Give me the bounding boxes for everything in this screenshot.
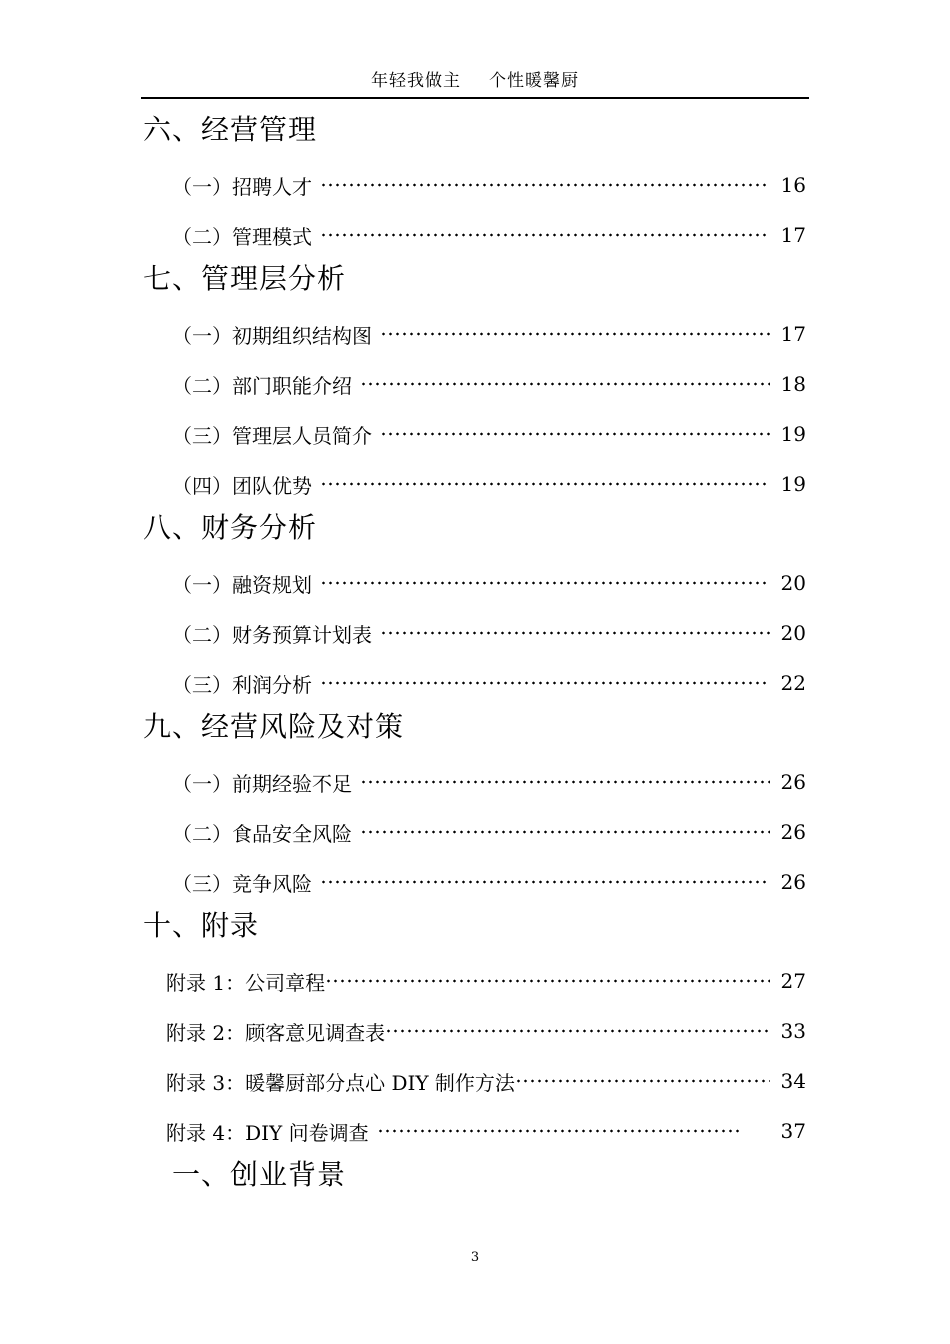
toc-entry[interactable] — [166, 966, 806, 996]
toc-entry[interactable] — [166, 1016, 806, 1046]
toc-entry-page: 18 — [780, 372, 806, 396]
toc-entry[interactable] — [172, 668, 806, 698]
toc-entry-page: 20 — [780, 621, 806, 645]
toc-entry-label: （一）融资规划 — [172, 572, 312, 597]
toc-entry-page: 16 — [780, 173, 806, 197]
dot-leader — [320, 680, 770, 686]
toc-section-heading[interactable]: 八、财务分析 — [143, 511, 318, 544]
toc-entry-page: 19 — [780, 422, 806, 446]
toc-entry-label: （一）前期经验不足 — [172, 771, 352, 796]
dot-leader — [320, 481, 770, 487]
toc-entry-page: 27 — [780, 969, 806, 993]
header-left-text: 年轻我做主 — [371, 71, 461, 91]
toc-entry-label: （一）初期组织结构图 — [172, 323, 372, 348]
dot-leader — [320, 232, 770, 238]
toc-entry-page: 33 — [780, 1019, 806, 1043]
toc-entry[interactable] — [172, 170, 806, 200]
toc-entry-label: （一）招聘人才 — [172, 174, 312, 199]
toc-entry[interactable] — [172, 618, 806, 648]
dot-leader — [377, 1128, 740, 1134]
toc-entry-page: 37 — [780, 1119, 806, 1143]
dot-leader — [380, 431, 770, 437]
toc-section-heading[interactable]: 六、经营管理 — [143, 113, 318, 146]
dot-leader — [380, 331, 770, 337]
toc-entry[interactable] — [172, 369, 806, 399]
dot-leader — [380, 630, 770, 636]
dot-leader — [515, 1078, 770, 1084]
dot-leader — [320, 879, 770, 885]
toc-entry-label: （三）竞争风险 — [172, 871, 312, 896]
toc-entry-page: 20 — [780, 571, 806, 595]
toc-entry-label: （三）利润分析 — [172, 672, 312, 697]
toc-entry-label: 附录 3：暖馨厨部分点心 DIY 制作方法 — [166, 1070, 515, 1095]
dot-leader — [360, 381, 770, 387]
page-header — [0, 66, 950, 91]
toc-entry[interactable] — [172, 867, 806, 897]
header-rule — [141, 97, 809, 99]
dot-leader — [360, 779, 770, 785]
toc-entry-label: （二）财务预算计划表 — [172, 622, 372, 647]
dot-leader — [320, 182, 770, 188]
toc-entry-label: （二）管理模式 — [172, 224, 312, 249]
toc-entry-page: 17 — [780, 322, 806, 346]
toc-entry-label: （二）部门职能介绍 — [172, 373, 352, 398]
toc-entry-page: 26 — [780, 770, 806, 794]
toc-entry-page: 19 — [780, 472, 806, 496]
toc-entry-page: 26 — [780, 820, 806, 844]
toc-entry-label: 附录 2：顾客意见调查表 — [166, 1020, 386, 1045]
toc-entry[interactable] — [172, 419, 806, 449]
toc-entry-label: （二）食品安全风险 — [172, 821, 352, 846]
toc-entry-page: 34 — [780, 1069, 806, 1093]
toc-entry[interactable] — [172, 767, 806, 797]
toc-entry-label: 附录 1：公司章程 — [166, 970, 326, 995]
toc-section-heading[interactable]: 九、经营风险及对策 — [143, 710, 405, 743]
toc-entry-label: （三）管理层人员简介 — [172, 423, 372, 448]
header-right-text: 个性暖馨厨 — [489, 71, 579, 91]
toc-section-heading[interactable]: 十、附录 — [143, 909, 260, 942]
dot-leader — [320, 580, 770, 586]
dot-leader — [360, 829, 770, 835]
toc-entry-page: 22 — [780, 671, 806, 695]
toc-entry[interactable] — [172, 469, 806, 499]
toc-entry-page: 17 — [780, 223, 806, 247]
dot-leader — [325, 978, 770, 984]
dot-leader — [385, 1028, 770, 1034]
toc-entry[interactable] — [172, 220, 806, 250]
toc-entry[interactable] — [166, 1066, 806, 1096]
toc-entry[interactable] — [172, 817, 806, 847]
toc-entry[interactable] — [166, 1116, 806, 1146]
toc-entry-label: （四）团队优势 — [172, 473, 312, 498]
toc-entry[interactable] — [172, 568, 806, 598]
toc-entry[interactable] — [172, 319, 806, 349]
next-section-heading: 一、创业背景 — [172, 1158, 347, 1191]
page-number: 3 — [470, 1250, 480, 1265]
toc-section-heading[interactable]: 七、管理层分析 — [143, 262, 347, 295]
toc-entry-label: 附录 4：DIY 问卷调查 — [166, 1120, 369, 1145]
toc-entry-page: 26 — [780, 870, 806, 894]
